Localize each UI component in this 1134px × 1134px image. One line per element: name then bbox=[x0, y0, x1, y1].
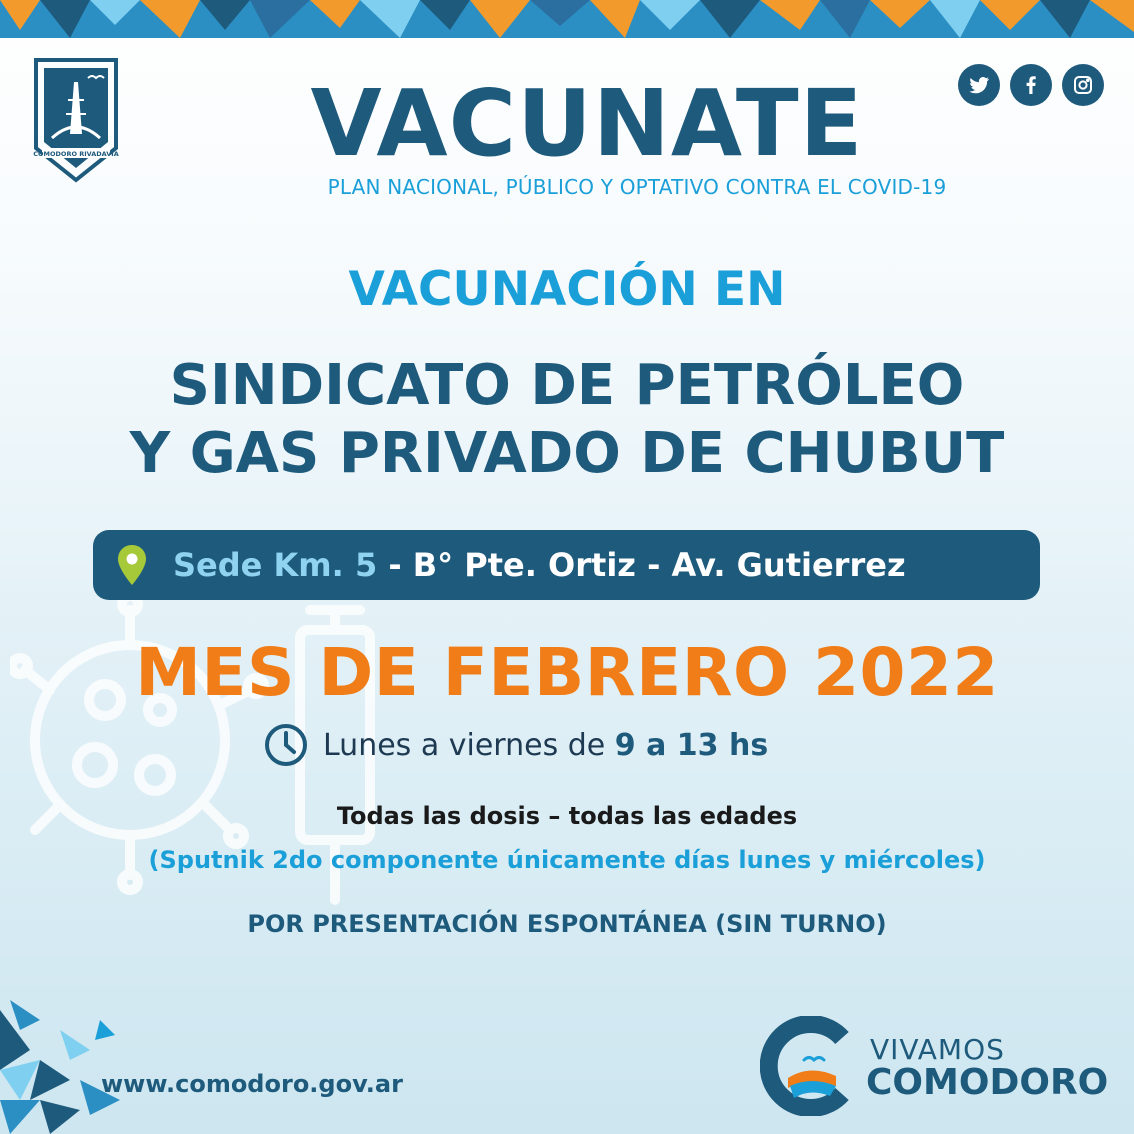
website-link[interactable]: www.comodoro.gov.ar bbox=[101, 1070, 403, 1098]
address-rest: - B° Pte. Ortiz - Av. Gutierrez bbox=[377, 546, 906, 584]
clock-icon bbox=[263, 722, 309, 768]
venue-name bbox=[0, 352, 1134, 488]
hours-value: 9 a 13 hs bbox=[614, 727, 769, 763]
hours-prefix: Lunes a viernes de bbox=[323, 727, 615, 763]
crest-label: COMODORO RIVADAVIA bbox=[33, 150, 119, 158]
address-text bbox=[173, 546, 906, 584]
presentation-note: POR PRESENTACIÓN ESPONTÁNEA (SIN TURNO) bbox=[247, 910, 887, 938]
venue-line-2: Y GAS PRIVADO DE CHUBUT bbox=[129, 420, 1005, 486]
vaccination-heading: VACUNACIÓN EN bbox=[348, 262, 786, 317]
vivamos-comodoro-logo bbox=[760, 1016, 860, 1116]
address-banner bbox=[93, 530, 1040, 600]
location-pin-icon bbox=[117, 544, 147, 586]
month-heading: MES DE FEBRERO 2022 bbox=[135, 634, 999, 711]
top-decorative-band bbox=[0, 0, 1134, 38]
doses-info: Todas las dosis – todas las edades bbox=[336, 802, 798, 830]
address-highlight: Sede Km. 5 bbox=[173, 546, 378, 584]
main-title: VACUNATE bbox=[310, 70, 864, 177]
hours-text bbox=[323, 728, 768, 763]
sputnik-note: (Sputnik 2do componente únicamente días lunes y miércoles) bbox=[148, 846, 986, 874]
corner-decoration bbox=[0, 990, 130, 1134]
brand-line-2: COMODORO bbox=[866, 1062, 1109, 1103]
hours-row bbox=[263, 722, 768, 768]
plan-subtitle: PLAN NACIONAL, PÚBLICO Y OPTATIVO CONTRA EL COVID-19 bbox=[327, 175, 947, 199]
venue-line-1: SINDICATO DE PETRÓLEO bbox=[169, 353, 965, 418]
brand-line-1: VIVAMOS bbox=[870, 1033, 1005, 1066]
